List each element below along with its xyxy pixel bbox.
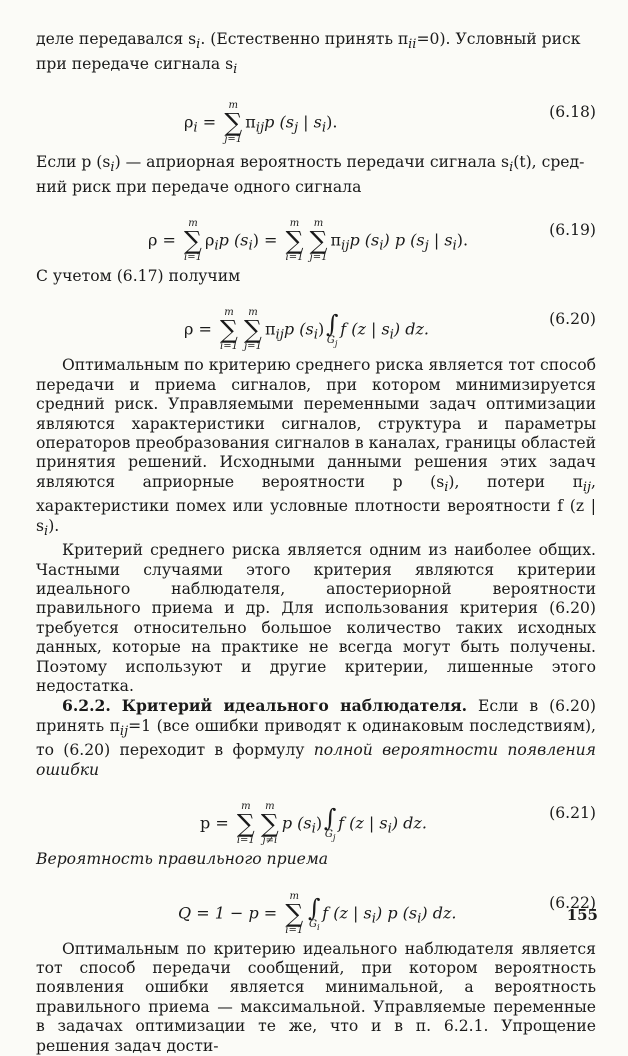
equation-number: (6.19): [549, 220, 596, 239]
section-title: Критерий идеального наблюдателя.: [121, 696, 468, 716]
equation-expression: p = m ∑ i=1 m ∑ j≠i p $(s_i)$ ∫ $G_j$ f (z | $s_i$) dz.: [200, 801, 427, 847]
equation-expression: ρ = m ∑ i=1 m ∑ j=1 $\pi_{ij}p$ $(s_i)$ ∫ $G_j$ f (z | $s_i$) dz.: [184, 307, 430, 353]
paragraph-criterion-general: Критерий среднего риска является одним из наиболее общих. Частными случаями этого критерия являются критерии идеального наблюдателя, апостериорной вероятности правильного приема и др. Для использования критерия (6.20) требуется относительно большое количество таких исходных данных, которые на практике не всегда могут быть получены. Поэтому используют и другие критерии, лишенные этого недостатка.: [36, 541, 596, 696]
page-body: [36, 30, 596, 1056]
paragraph-intro: деле передавался $s_i$. (Естественно принять $\pi_{ii}=0$). Условный риск при передаче сигнала $s_i$: [36, 30, 581, 77]
equation-6-22: [36, 874, 596, 936]
equation-expression: Q = 1 − p = m ∑ i=1 ∫ $G_i$ f (z | $s_i$) p $(s_i)$ dz.: [178, 890, 457, 936]
equation-number: (6.20): [549, 310, 596, 329]
sum-symbol: m ∑ j=1: [309, 217, 328, 263]
equation-expression: $\rho_i$ = m ∑ j=1 $\pi_{ij}p$ ($s_j$ | $s_i$).: [184, 100, 338, 146]
sum-symbol: m ∑ j=1: [224, 100, 243, 146]
integral-symbol: ∫ $G_j$: [323, 804, 337, 843]
sum-symbol: m ∑ i=1: [285, 890, 304, 936]
paragraph-section-6-2-2: 6.2.2. Критерий идеального наблюдателя. Если в (6.20) принять $\pi_{ij}=1$ (все ошибки приводят к одинаковым последствиям), то (6.20) переходит в формулу полной вероятности появления ошибки: [36, 696, 596, 779]
paragraph-optimal-risk: Оптимальным по критерию среднего риска является тот способ передачи и приема сигналов, при котором минимизируется средний риск. Управляемыми переменными задач оптимизации являются характеристики сигналов, структура и параметры операторов преобразования сигналов в каналах, границы областей принятия решений. Исходными данными решения этих задач являются априорные вероятности p $(s_i)$, потери $\pi_{ij}$, характеристики помех или условные плотности вероятности f (z | $s_i$).: [36, 356, 596, 539]
equation-expression: ρ = m ∑ i=1 $\rho_ip$ $(s_i)$ = m ∑ i=1 m ∑ j=1 $\pi_{ij}p$ $(s_i)$ p ($s_j$ | $s_i$).: [148, 217, 469, 263]
paragraph-optimal-observer: Оптимальным по критерию идеального наблюдателя является тот способ передачи сообщений, при котором вероятность появления ошибки является минимальной, а вероятность правильного приема — максимальной. Управляемые переменные в задачах оптимизации те же, что и в п. 6.2.1. Упрощение решения задач дости-: [36, 939, 596, 1055]
equation-6-20: [36, 290, 596, 352]
equation-number: (6.18): [549, 103, 596, 122]
sum-symbol: m ∑ j=1: [244, 307, 262, 353]
equation-number: (6.21): [549, 804, 596, 823]
page-number: 155: [566, 906, 598, 924]
integral-symbol: ∫ $G_i$: [308, 893, 321, 932]
section-number: 6.2.2.: [62, 696, 111, 716]
paragraph-with-regard: С учетом (6.17) получим: [36, 266, 241, 285]
sum-symbol: m ∑ i=1: [184, 217, 202, 263]
sum-symbol: m ∑ i=1: [220, 307, 238, 353]
integral-symbol: ∫ $G_j$: [325, 310, 339, 349]
equation-6-21: [36, 784, 596, 846]
sum-symbol: m ∑ i=1: [285, 217, 304, 263]
paragraph-prior: Если p $(s_i)$ — априорная вероятность передачи сигнала $s_i(t)$, сред- ний риск при передаче одного сигнала: [36, 153, 585, 196]
sum-symbol: m ∑ j≠i: [260, 801, 279, 847]
equation-6-18: [36, 83, 596, 149]
sum-symbol: m ∑ i=1: [236, 801, 255, 847]
paragraph-correct-reception: Вероятность правильного приема: [36, 850, 329, 869]
equation-6-19: [36, 201, 596, 263]
equation-number: (6.22): [549, 893, 596, 912]
